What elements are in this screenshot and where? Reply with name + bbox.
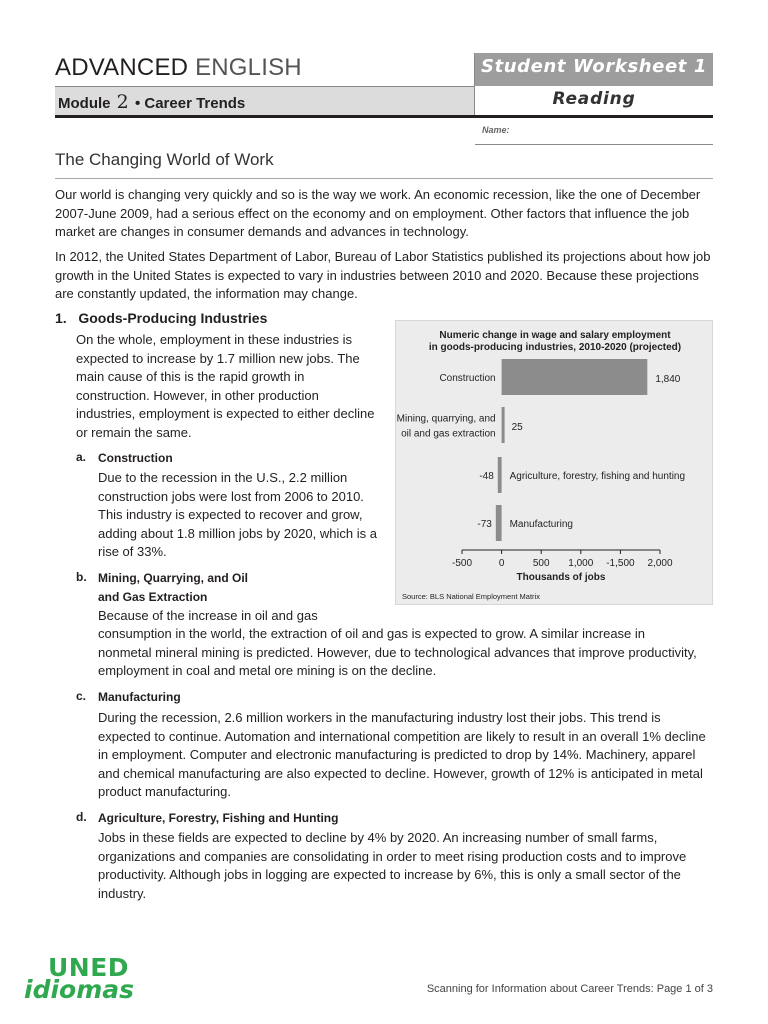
intro-paragraph-2: In 2012, the United States Department of Labor, Bureau of Labor Statistics published its projections about how job growth in the United States is expected to vary in industries between 2010 and 2020. Because these projections are constantly updated, the information may change.	[55, 249, 711, 301]
chart-bar	[502, 407, 505, 443]
chart-x-tick-label: 1,000	[568, 558, 594, 569]
subsection-letter-d: d.	[76, 810, 87, 824]
subsection-text-d: Jobs in these fields are expected to decline by 4% by 2020. An increasing number of small farms, organizations and companies are consolidating in order to meet rising production costs and to improve productivity. Although jobs in logging are expected to increase by 6%, this is only a small sector of the industry.	[98, 830, 687, 901]
logo-idiomas-text: idiomas	[24, 975, 135, 1004]
section-heading: 1. Goods-Producing Industries	[55, 310, 268, 326]
module-number: 2	[116, 91, 129, 113]
name-label: Name:	[482, 125, 510, 135]
course-title-word1: ADVANCED	[55, 54, 189, 81]
subsection-letter-a: a.	[76, 450, 87, 464]
chart-value-label: -48	[479, 471, 494, 482]
chart-value-label: 25	[511, 422, 523, 433]
subsection-title-a: Construction	[98, 451, 173, 465]
page-title: The Changing World of Work	[55, 150, 274, 169]
chart-category-label: Agriculture, forestry, fishing and hunting	[509, 471, 686, 482]
name-field-line[interactable]	[475, 144, 713, 145]
logo-uned-text: UNED	[48, 953, 130, 982]
subsection-text-c: During the recession, 2.6 million workers in the manufacturing industry lost their jobs. This trend is expected to continue. Automation and international competition are likely to result in an overall 1% decline in employment. Computer and electronic manufacturing is predicted to drop by 14%. Machinery, apparel and chemical manufacturing are also expected to decline. However, growth of 12% is anticipated in metal product manufacturing.	[98, 710, 706, 799]
worksheet-label: Student Worksheet 1	[481, 56, 707, 77]
subsection-letter-b: b.	[76, 570, 87, 584]
module-label	[58, 91, 245, 113]
chart-x-axis-label: Thousands of jobs	[516, 572, 606, 583]
chart-title-line1: Numeric change in wage and salary employment	[439, 330, 671, 341]
module-topic: Career Trends	[144, 95, 246, 112]
course-title	[55, 54, 302, 82]
subsection-title-b	[98, 569, 248, 607]
page-footer: Scanning for Information about Career Trends: Page 1 of 3	[426, 983, 713, 995]
chart-svg	[396, 321, 714, 606]
chart-value-label: 1,840	[655, 374, 681, 385]
title-rule	[55, 178, 713, 179]
chart-category-label: Mining, quarrying, and	[396, 413, 496, 425]
chart-x-tick-label: 0	[498, 558, 505, 569]
chart-x-tick-label: -500	[451, 558, 473, 569]
header-rule	[55, 115, 713, 118]
chart-category-label: Construction	[439, 373, 496, 384]
subsection-text-b-line1: Because of the increase in oil and gas	[98, 608, 318, 623]
chart-category-label: oil and gas extraction	[401, 428, 496, 440]
chart-x-tick-label: 2,000	[647, 558, 673, 569]
subsection-title-b-line1: Mining, Quarrying, and Oil	[98, 571, 249, 585]
subsection-title-c: Manufacturing	[98, 690, 181, 704]
chart-source: Source: BLS National Employment Matrix	[402, 592, 540, 601]
course-title-word2: ENGLISH	[195, 54, 302, 81]
employment-chart	[395, 320, 713, 605]
chart-x-tick-label: 500	[532, 558, 550, 569]
chart-x-tick-label: -1,500	[606, 558, 635, 569]
chart-bar	[502, 359, 648, 395]
subsection-title-b-line2: and Gas Extraction	[98, 590, 208, 604]
chart-title-line2: in goods-producing industries, 2010-2020 (projected)	[428, 342, 682, 353]
chart-value-label: -73	[477, 519, 492, 530]
chart-bar	[498, 457, 502, 493]
subsection-letter-c: c.	[76, 689, 87, 703]
module-word: Module	[58, 95, 111, 112]
intro-paragraph-1: Our world is changing very quickly and so is the way we work. An economic recession, like the one of December 2007-June 2009, had a serious effect on the economy and on employment. Other factors that influence the job market are changes in consumer demands and advances in technology.	[55, 187, 701, 239]
subsection-text-b: consumption in the world, the extraction of oil and gas is expected to grow. A similar increase in nonmetal mineral mining is predicted. However, due to technological advances that improve productivity, employment in coal and metal ore mining is on the decline.	[98, 626, 697, 678]
section-label: Reading	[552, 89, 636, 109]
section-paragraph: On the whole, employment in these industries is expected to increase by 1.7 million new jobs. The main cause of this is the rapid growth in construction. However, in other production industries, employment is expected to either decline or remain the same.	[76, 332, 375, 440]
module-bullet: •	[134, 95, 141, 112]
subsection-text-a: Due to the recession in the U.S., 2.2 million construction jobs were lost from 2006 to 2010. This industry is expected to recover and grow, adding about 1.8 million jobs by 2020, which is a rise of 33%.	[98, 470, 377, 559]
chart-category-label: Manufacturing	[509, 519, 573, 530]
subsection-title-d: Agriculture, Forestry, Fishing and Hunting	[98, 811, 339, 825]
chart-bar	[496, 505, 502, 541]
